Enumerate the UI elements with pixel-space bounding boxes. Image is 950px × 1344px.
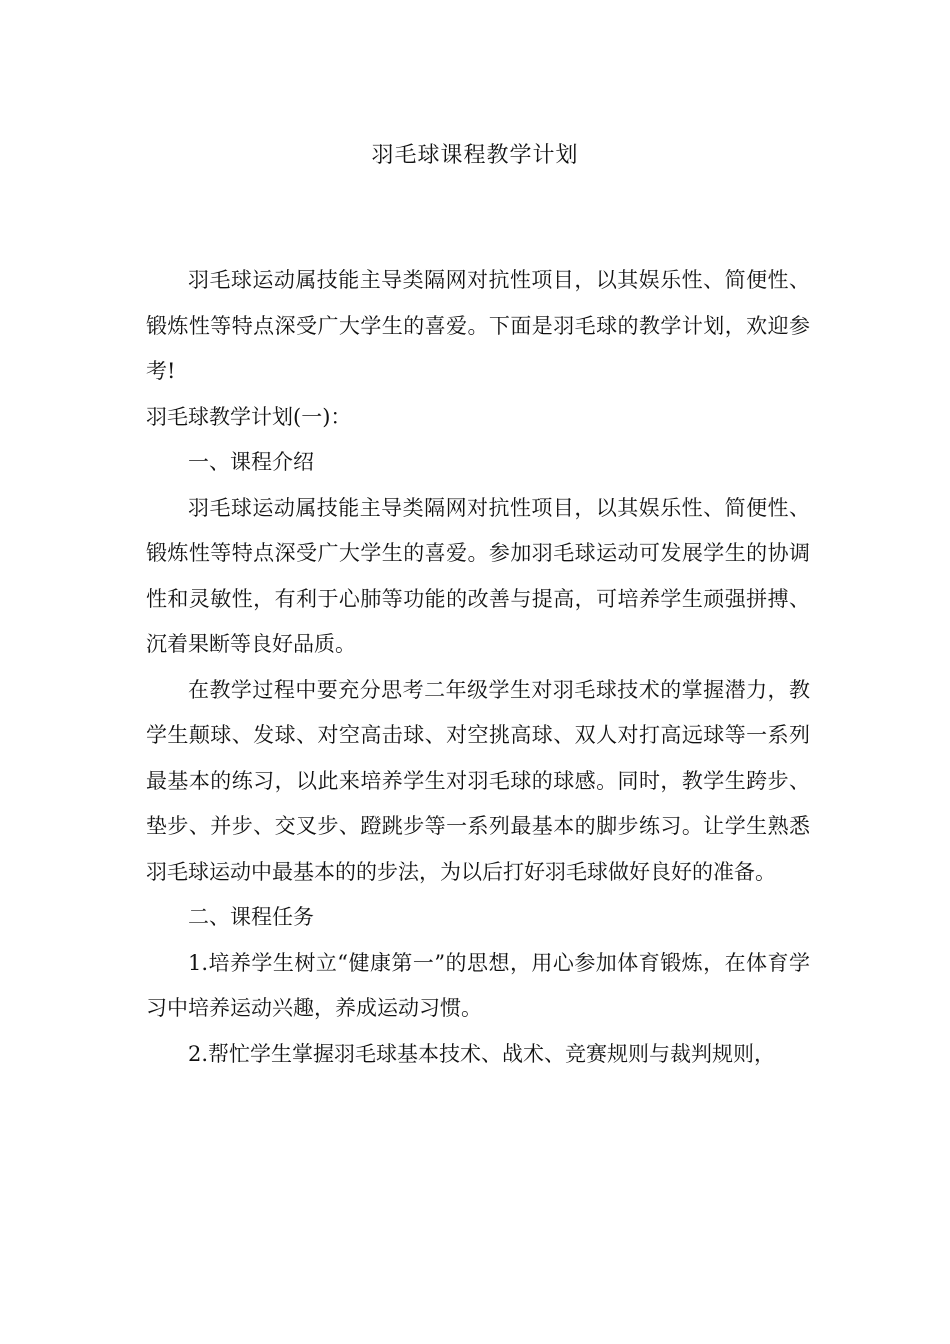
task-item-1: 1.培养学生树立“健康第一”的思想，用心参加体育锻炼，在体育学习中培养运动兴趣，养成运动习惯。 <box>146 950 810 1020</box>
document-title: 羽毛球课程教学计划 <box>371 143 579 168</box>
document-body <box>146 258 810 1077</box>
intro-paragraph: 羽毛球运动属技能主导类隔网对抗性项目，以其娱乐性、简便性、锻炼性等特点深受广大学生的喜爱。下面是羽毛球的教学计划，欢迎参考! <box>146 268 810 383</box>
section-heading-plan-one: 羽毛球教学计划(一)： <box>146 404 352 429</box>
task-item-2: 2.帮忙学生掌握羽毛球基本技术、战术、竞赛规则与裁判规则， <box>188 1041 776 1066</box>
section-heading-course-intro: 一、课程介绍 <box>188 450 314 474</box>
teaching-process-paragraph: 在教学过程中要充分思考二年级学生对羽毛球技术的掌握潜力，教学生颠球、发球、对空高击球、对空挑高球、双人对打高远球等一系列最基本的练习，以此来培养学生对羽毛球的球感。同时，教学生跨步、垫步、并步、交叉步、蹬跳步等一系列最基本的脚步练习。让学生熟悉羽毛球运动中最基本的的步法，为以后打好羽毛球做好良好的准备。 <box>146 677 810 884</box>
course-intro-paragraph: 羽毛球运动属技能主导类隔网对抗性项目，以其娱乐性、简便性、锻炼性等特点深受广大学生的喜爱。参加羽毛球运动可发展学生的协调性和灵敏性，有利于心肺等功能的改善与提高，可培养学生顽强拼搏、沉着果断等良好品质。 <box>146 495 810 656</box>
section-heading-course-tasks: 二、课程任务 <box>188 905 314 929</box>
